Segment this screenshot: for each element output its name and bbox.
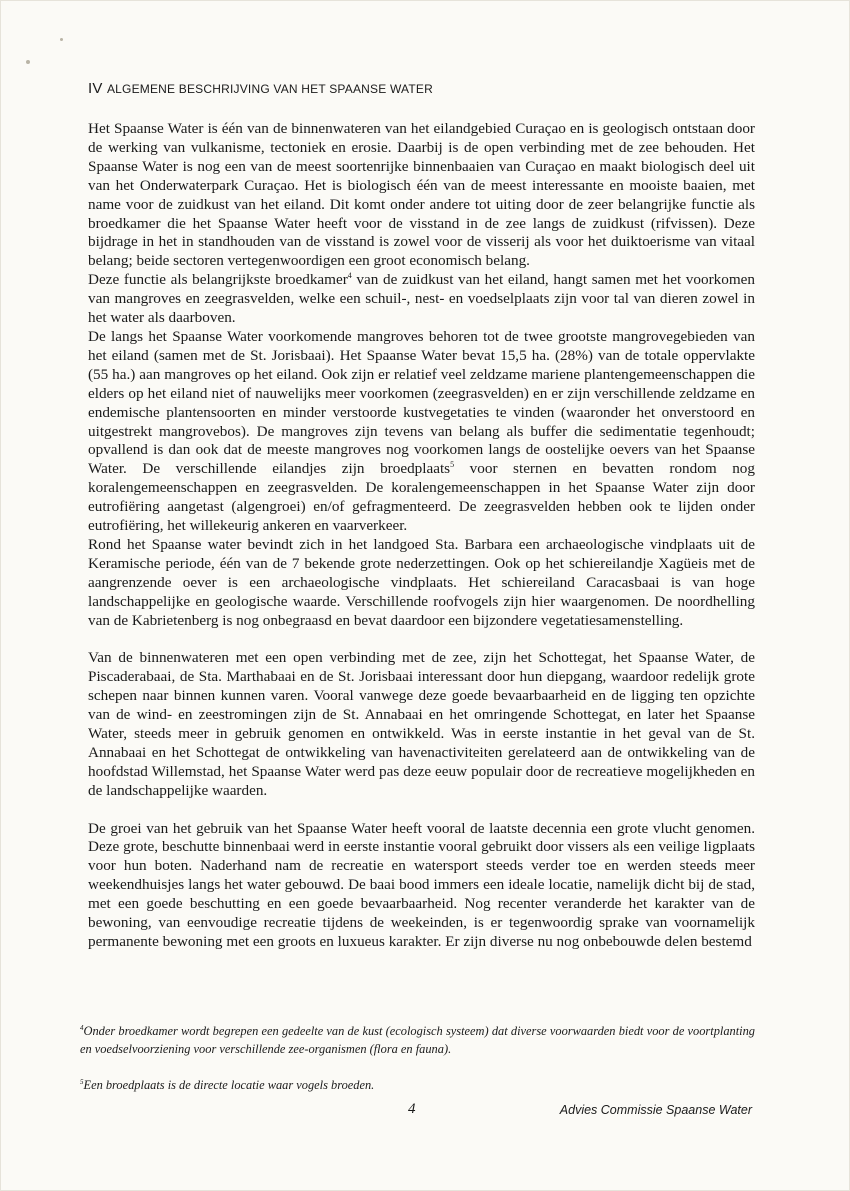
paragraph-mangroves [88,328,755,536]
paper-speck [60,38,63,41]
section-numeral: IV [88,80,103,97]
footnote-5 [80,1076,755,1094]
publisher-label: Advies Commissie Spaanse Water [559,1103,752,1117]
footnote-number: 4 [80,1024,84,1032]
paragraph-broedkamer [88,271,755,328]
footnote-number: 5 [80,1078,84,1086]
footnotes [80,1022,755,1094]
footnote-ref: 4 [347,271,352,281]
page-number: 4 [408,1101,416,1117]
paper-speck [26,60,30,64]
section-title: ALGEMENE BESCHRIJVING VAN HET SPAANSE WATER [106,82,433,96]
body-text [88,120,755,952]
paragraph-groei: De groei van het gebruik van het Spaanse Water heeft vooral de laatste decennia een grote vlucht genomen. Deze grote, beschutte binnenbaai werd in eerste instantie vooral gebruikt door vissers als een veilige ligplaats voor hun boten. Naderhand nam de recreatie en watersport steeds verder toe en werden steeds meer weekendhuisjes langs het water gebouwd. De baai bood immers een ideale locatie, namelijk dicht bij de stad, met een goede beschutting en een goede bevaarbaarheid. Nog recenter veranderde het karakter van de bewoning, van eenvoudige recreatie tijdens de weekeinden, is er tegenwoordig sprake van voornamelijk permanente bewoning met een groots en luxueus karakter. Er zijn diverse nu nog onbebouwde delen bestemd [88,819,755,950]
footnote-ref: 5 [450,460,455,470]
footnote-4 [80,1022,755,1058]
paragraph-archaeology: Rond het Spaanse water bevindt zich in het landgoed Sta. Barbara een archaeologische vindplaats uit de Keramische periode, één van de 7 bekende grote nederzettingen. Ook op het schiereilandje Xagüeis met de aangrenzende oever is een archaeologische vindplaats. Het schiereiland Caracasbaai is van hoge landschappelijke en geologische waarde. Verschillende roofvogels zijn hier waargenomen. De noordhelling van de Kabrietenberg is nog onbegraasd en bevat daardoor een bijzondere vegetatiesamenstelling. [88,535,755,629]
paragraph-intro: Het Spaanse Water is één van de binnenwateren van het eilandgebied Curaçao en is geologisch ontstaan door de werking van vulkanisme, tectoniek en erosie. Daarbij is de open verbinding met de zee behouden. Het Spaanse Water is nog een van de meest soortenrijke binnenbaaien van Curaçao en maakt biologisch deel uit van het Onderwaterpark Curaçao. Het is biologisch één van de meest interessante en mooiste baaien, met name voor de zuidkust van het eiland. Dit komt onder andere tot uiting door de zeer belangrijke functie als broedkamer die het Spaanse Water heeft voor de visstand in de zee langs de zuidkust (rifvissen). Deze bijdrage in het in standhouden van de visstand is zowel voor de visserij als voor het duiktoerisme van vitaal belang; beide sectoren vertegenwoordigen een groot economisch belang. [88,120,755,270]
paragraph-text: Deze functie als belangrijkste broedkamer [88,271,348,289]
paragraph-text: voor sternen en bevatten rondom nog koralengemeenschappen en zeegrasvelden. De koralengemeenschappen in het Spaanse Water zijn door eutrofiëring aangetast (algengroei) en/of gefragmenteerd. De zeegrasvelden hebben ook te lijden onder eutrofiëring, het willekeurig ankeren en vaarverkeer. [88,460,755,535]
footnote-text: Onder broedkamer wordt begrepen een gedeelte van de kust (ecologisch systeem) dat diverse voorwaarden biedt voor de voortplanting en voedselvoorziening voor verschillende zee-organismen (flora en fauna). [80,1024,755,1056]
paragraph-binnenwateren: Van de binnenwateren met een open verbinding met de zee, zijn het Schottegat, het Spaanse Water, de Piscaderabaai, de Sta. Marthabaai en de St. Jorisbaai interessant door hun diepgang, waardoor redelijk grote schepen naar binnen kunnen varen. Vooral vanwege deze goede bevaarbaarheid en de ligging ten opzichte van de wind- en zeestromingen zijn de St. Annabaai en het omringende Schottegat, en later het Spaanse Water, steeds meer in gebruik genomen en ontwikkeld. Was in eerste instantie in het geval van de St. Annabaai en het Schottegat de ontwikkeling van havenactiviteiten gerelateerd aan de ontwikkeling van de hoofdstad Willemstad, het Spaanse Water werd pas deze eeuw populair door de recreatieve mogelijkheden en de landschappelijke waarden. [88,649,755,799]
paragraph-text: van de zuidkust van het eiland, hangt samen met het voorkomen van mangroves en zeegrasvelden, welke een schuil-, nest- en voedselplaats zijn voor tal van dieren zowel in het water als daarboven. [88,271,755,327]
footnote-text: Een broedplaats is de directe locatie waar vogels broeden. [83,1078,375,1092]
paragraph-text: De langs het Spaanse Water voorkomende mangroves behoren tot de twee grootste mangrovegebieden van het eiland (samen met de St. Jorisbaai). Het Spaanse Water bevat 15,5 ha. (28%) van de totale oppervlakte (55 ha.) aan mangroves op het eiland. Ook zijn er relatief veel zeldzame mariene plantengemeenschappen die elders op het eiland niet of nauwelijks meer voorkomen (zeegrasvelden) en er zijn verschillende zeldzame en endemische plantensoorten en minder verstoorde kustvegetaties te vinden (waaronder het onverstoord en uitgestrekt mangrovebos). De mangroves zijn tevens van belang als buffer die sedimentatie tegenhoudt; opvallend is dan ook dat de meeste mangroves nog voorkomen langs de oostelijke oevers van het Spaanse Water. De verschillende eilandjes zijn broedplaats [88,327,755,478]
section-heading [88,80,433,97]
